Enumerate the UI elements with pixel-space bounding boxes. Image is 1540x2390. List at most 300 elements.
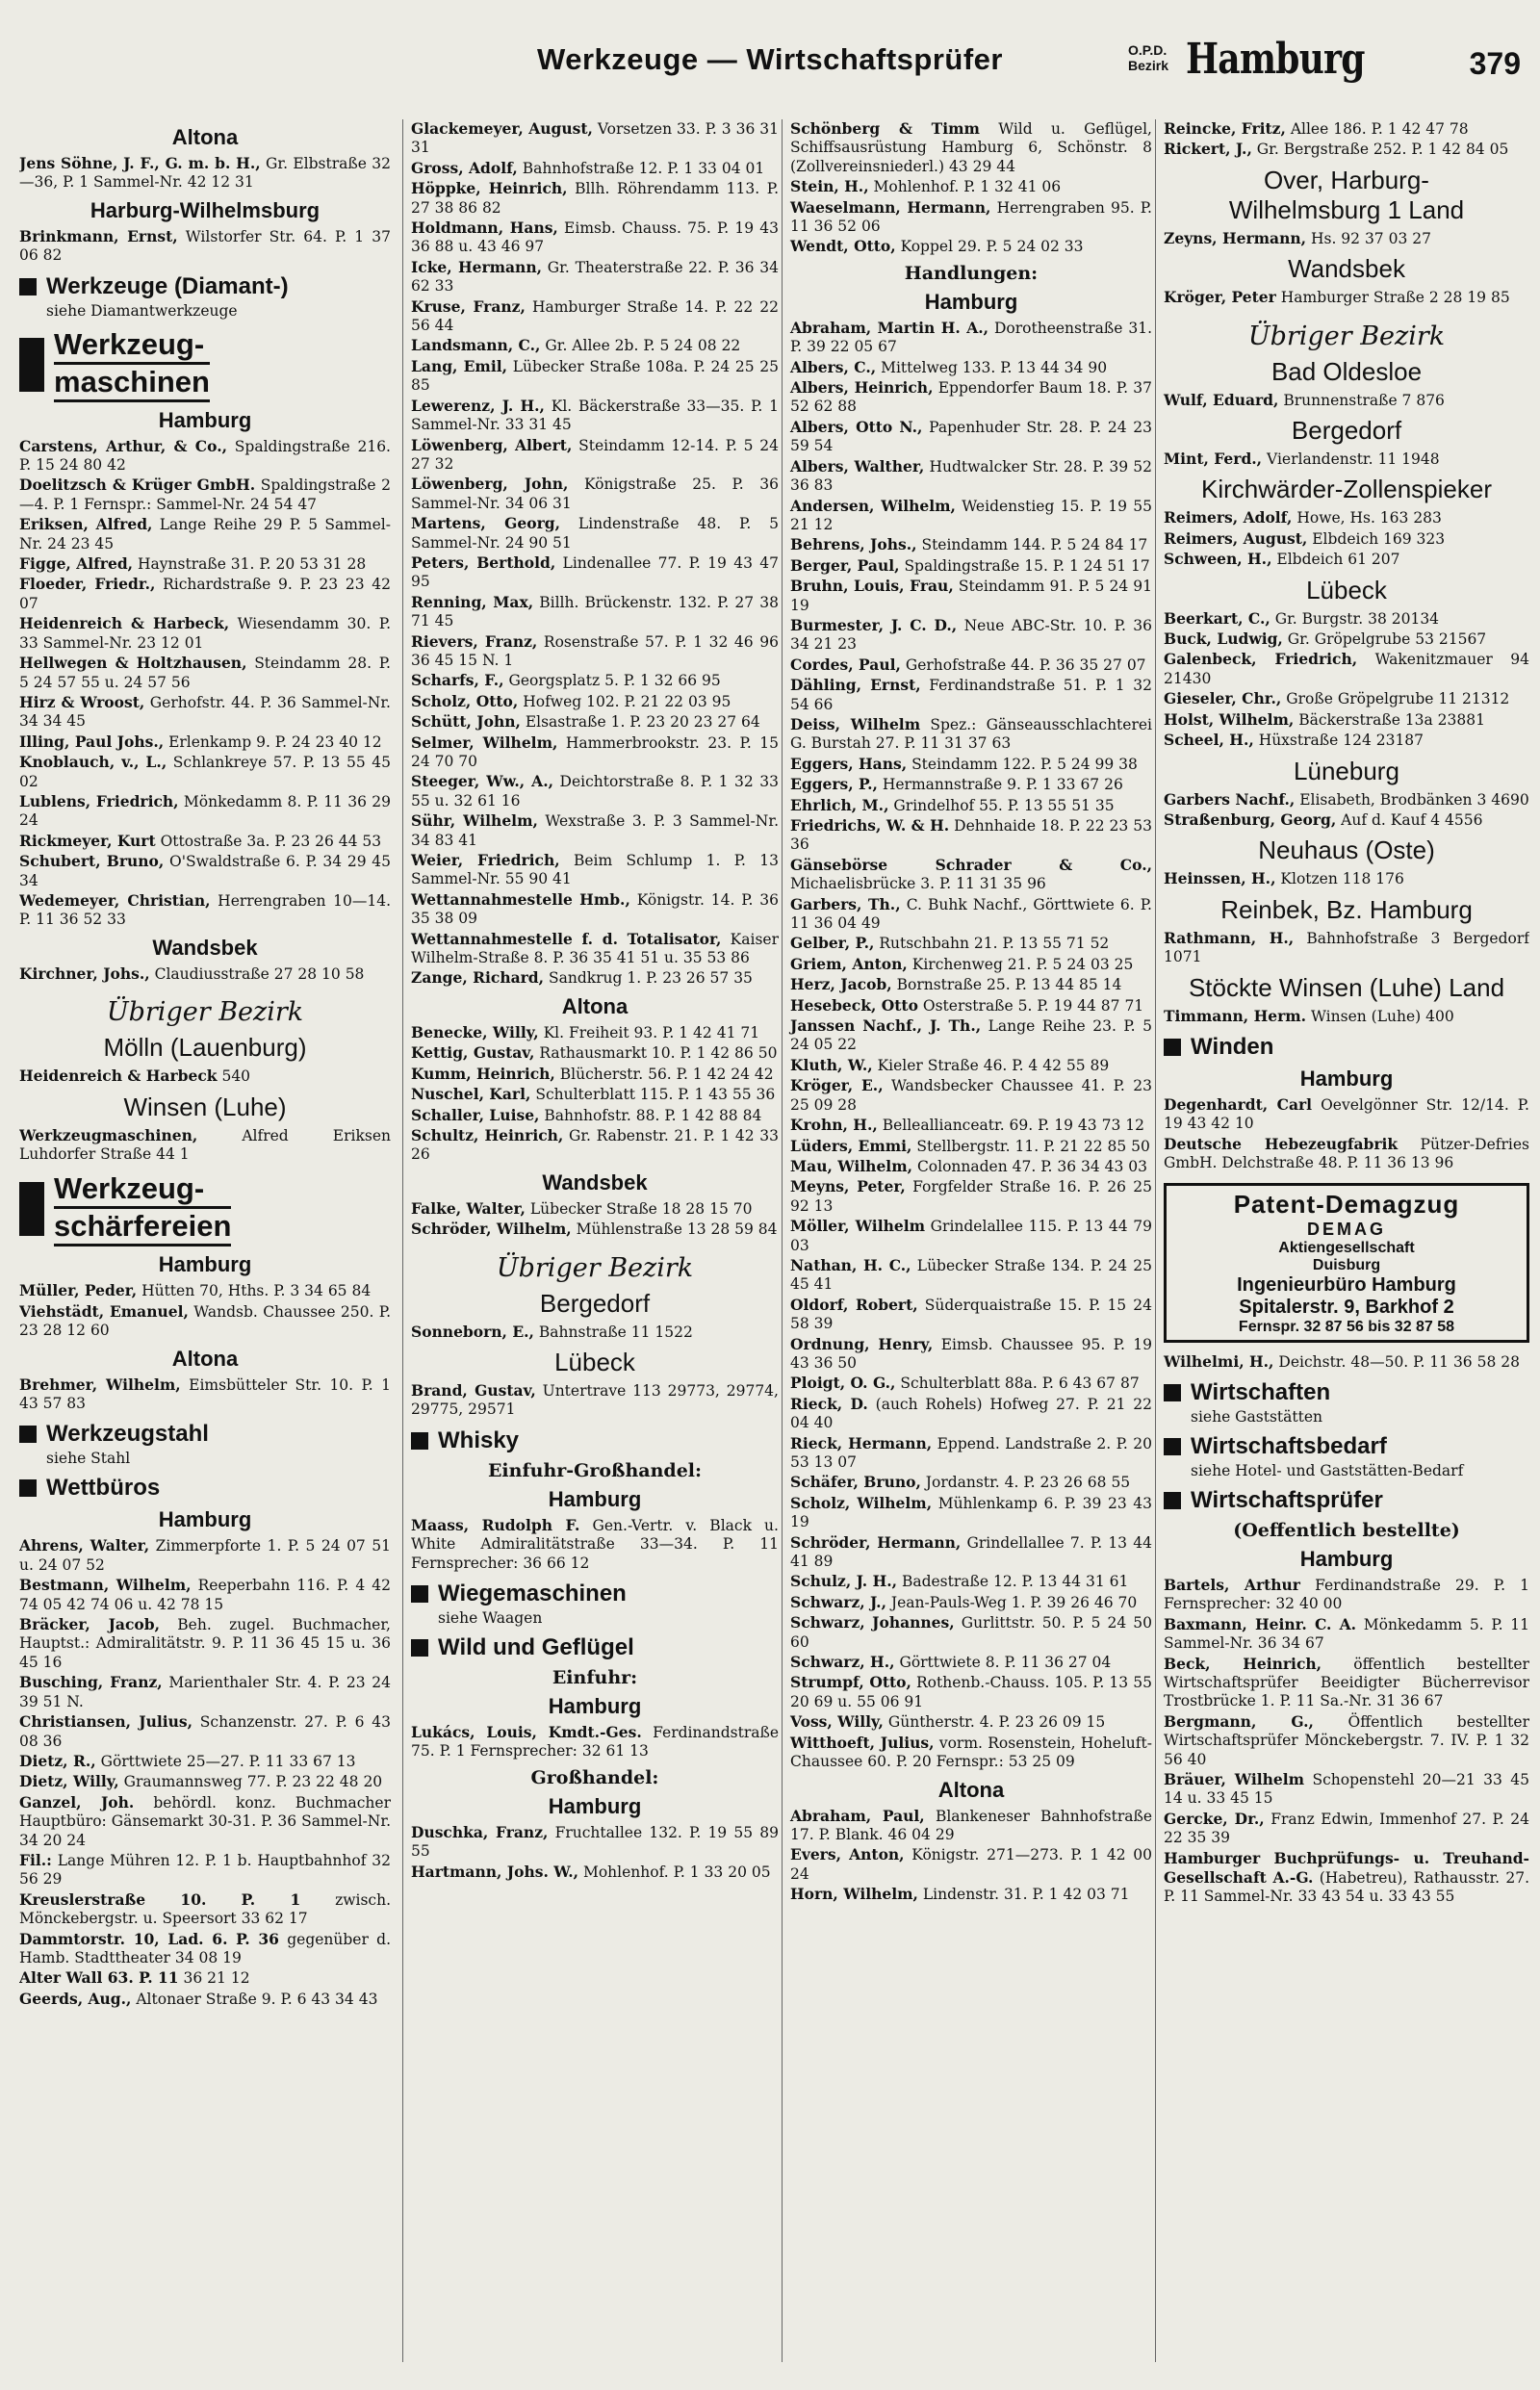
listing-details: Osterstraße 5. P. 19 44 87 71: [922, 996, 1144, 1015]
listing-details: Große Gröpelgrube 11 21312: [1286, 690, 1510, 708]
listing-name: Behrens, Johs.,: [790, 535, 917, 554]
listing-details: Königstraße 25. P. 36 Sammel-Nr. 34 06 31: [411, 475, 779, 512]
listing-name: Schwarz, J.,: [790, 1592, 886, 1611]
listing-details: Spez.: Gänseausschlachterei G. Burstah 27. P. 11 31 37 63: [790, 715, 1152, 753]
place-heading-line: Wilhelmsburg 1 Land: [1228, 194, 1465, 224]
listing-name: Herz, Jacob,: [790, 975, 892, 994]
listing-name: Renning, Max,: [411, 592, 534, 611]
listing-name: Ehrlich, M.,: [790, 795, 889, 814]
listing-details: Kl. Bäckerstraße 33—35. P. 1 Sammel-Nr. 33 31 45: [411, 397, 779, 434]
listing-entry: [19, 515, 391, 553]
listing-entry: [19, 1752, 391, 1771]
listing-name: Bruhn, Louis, Frau,: [790, 577, 954, 596]
place-heading: Wandsbek: [152, 935, 258, 960]
listing-name: Icke, Hermann,: [411, 257, 542, 276]
opd-text: O.P.D.: [1128, 42, 1168, 58]
listing-name: Burmester, J. C. D.,: [790, 615, 958, 634]
listing-entry: [19, 475, 391, 514]
section-label: Wirtschaftsprüfer: [1191, 1486, 1383, 1513]
listing-entry: [411, 851, 779, 889]
listing-entry: [1164, 1655, 1529, 1711]
listing-name: Bräcker, Jacob,: [19, 1615, 160, 1634]
listing-entry: [411, 1823, 779, 1862]
listing-entry: [411, 1126, 779, 1165]
listing-name: Evers, Anton,: [790, 1845, 905, 1864]
see-reference: siehe Gaststätten: [1191, 1407, 1323, 1426]
ad-address: Spitalerstr. 9, Barkhof 2: [1239, 1296, 1454, 1318]
place-heading-line: Stöckte Winsen (Luhe) Land: [1188, 972, 1505, 1002]
listing-name: Schütt, John,: [411, 712, 521, 732]
listing-details: Lange Mühren 12. P. 1 b. Hauptbahnhof 32 56 29: [19, 1851, 391, 1889]
place-heading: Hamburg: [548, 1693, 642, 1718]
listing-details: Spaldingstraße 216. P. 15 24 80 42: [19, 437, 391, 475]
section-marker-icon: [19, 278, 37, 296]
listing-entry: [790, 975, 1152, 994]
listing-details: Jordanstr. 4. P. 23 26 68 55: [925, 1474, 1131, 1492]
listing-name: Löwenberg, Albert,: [411, 435, 573, 454]
listing-entry: [790, 237, 1152, 256]
listing-entry: [411, 733, 779, 772]
listing-entry: [790, 378, 1152, 417]
listing-entry: [19, 1990, 391, 2009]
listing-entry: [790, 676, 1152, 714]
listing-name: Martens, Georg,: [411, 514, 560, 533]
listing-entry: [790, 1572, 1152, 1591]
listing-entry: [411, 671, 779, 690]
listing-name: Lukács, Louis, Kmdt.-Ges.: [411, 1722, 642, 1741]
listing-details: Steindamm 91. P. 5 24 91 19: [790, 578, 1152, 614]
listing-name: Bartels, Arthur: [1164, 1575, 1300, 1594]
listing-entry: [19, 1615, 391, 1672]
listing-name: Beerkart, C.,: [1164, 608, 1270, 628]
listing-name: Gross, Adolf,: [411, 158, 518, 177]
listing-name: Waeselmann, Hermann,: [790, 197, 991, 217]
listing-name: Maass, Rudolph F.: [411, 1515, 580, 1534]
listing-details: Gr. Rabenstr. 21. P. 1 42 33 26: [411, 1126, 779, 1164]
listing-details: Winsen (Luhe) 400: [1311, 1007, 1454, 1025]
listing-entry: [790, 1494, 1152, 1532]
listing-details: Lange Reihe 23. P. 5 24 05 22: [790, 1017, 1152, 1054]
section-label: Wirtschaftsbedarf: [1191, 1432, 1387, 1459]
listing-entry: [411, 436, 779, 475]
bezirk-text: Bezirk: [1128, 58, 1169, 73]
listing-entry: [19, 832, 391, 851]
listing-details: Gr. Theaterstraße 22. P. 36 34 62 33: [411, 258, 779, 296]
listing-name: Meyns, Peter,: [790, 1177, 906, 1196]
listing-details: Lindenallee 77. P. 19 43 47 95: [411, 553, 779, 591]
listing-entry: [790, 556, 1152, 576]
listing-name: Jens Söhne, J. F., G. m. b. H.,: [19, 154, 261, 172]
section-heading: [19, 1475, 391, 1502]
listing-details: Schanzenstr. 27. P. 6 43 08 36: [19, 1713, 391, 1750]
section-label: Werkzeugstahl: [46, 1421, 209, 1448]
district-heading: Übriger Bezirk: [496, 1252, 694, 1283]
listing-entry: [411, 890, 779, 929]
listing-entry: [790, 895, 1152, 934]
ad-title: Patent-Demagzug: [1233, 1189, 1460, 1219]
listing-name: Werkzeugmaschinen,: [19, 1125, 198, 1144]
listing-details: Gen.-Vertr. v. Black u. White Admiralitätstraße 33—34. P. 11 Fernsprecher: 36 66 12: [411, 1516, 779, 1572]
place-heading: Wandsbek: [542, 1169, 648, 1195]
listing-details: Herrengraben 10—14. P. 11 36 52 33: [19, 891, 391, 929]
listing-details: Kl. Freiheit 93. P. 1 42 41 71: [543, 1023, 760, 1041]
section-marker-icon: [19, 1182, 44, 1236]
listing-details: Hüxstraße 124 23187: [1258, 732, 1424, 750]
listing-details: Bahnhofstraße 3 Bergedorf 1071: [1164, 929, 1529, 966]
listing-name: Gelber, P.,: [790, 934, 875, 953]
directory-page: [19, 13, 1529, 2362]
listing-details: Lübecker Straße 18 28 15 70: [529, 1199, 753, 1218]
listing-entry: [19, 964, 391, 984]
listing-entry: [19, 1968, 391, 1988]
listing-name: Rathmann, H.,: [1164, 928, 1295, 947]
page-number: 379: [1469, 46, 1521, 81]
place-heading: [411, 1348, 779, 1377]
listing-entry: [1164, 508, 1529, 527]
section-heading: [19, 1171, 391, 1246]
listing-entry: [790, 775, 1152, 794]
listing-entry: [411, 159, 779, 178]
listing-details: Gr. Gröpelgrube 53 21567: [1287, 630, 1487, 649]
listing-name: Bergmann, G.,: [1164, 1711, 1314, 1731]
listing-name: Kirchner, Johs.,: [19, 964, 150, 983]
listing-details: Dorotheenstraße 31. P. 39 22 05 67: [790, 319, 1152, 356]
listing-name: Viehstädt, Emanuel,: [19, 1301, 189, 1321]
listing-details: Rosenstraße 57. P. 1 32 46 96 36 45 15 N. 1: [411, 632, 779, 669]
listing-name: Hamburger Buchprüfungs- u. Treuhand-Gesellschaft A.-G.: [1164, 1848, 1529, 1888]
listing-entry: [1164, 1810, 1529, 1848]
listing-entry: [411, 336, 779, 355]
listing-entry: [790, 1177, 1152, 1216]
listing-entry: [790, 418, 1152, 456]
place-heading: [1164, 835, 1529, 865]
listing-entry: [1164, 1615, 1529, 1654]
listing-entry: [19, 554, 391, 574]
listing-entry: [19, 1851, 391, 1889]
listing-details: Reeperbahn 116. P. 4 42 74 05 42 74 06 u. 42 78 15: [19, 1577, 391, 1613]
listing-name: Schäfer, Bruno,: [790, 1473, 921, 1492]
section-marker-icon: [1164, 1438, 1181, 1455]
listing-details: Erlenkamp 9. P. 24 23 40 12: [168, 732, 382, 751]
listing-name: Brehmer, Wilhelm,: [19, 1375, 181, 1394]
place-heading: [1164, 475, 1529, 504]
place-heading: Hamburg: [924, 289, 1018, 314]
subsection-heading: Einfuhr-Großhandel:: [487, 1459, 703, 1481]
listing-details: 36 21 12: [183, 1969, 250, 1988]
listing-entry: [411, 772, 779, 810]
listing-entry: [790, 996, 1152, 1015]
listing-details: Dehnhaide 18. P. 22 23 53 36: [790, 817, 1152, 854]
listing-name: Rieck, Hermann,: [790, 1433, 933, 1452]
listing-name: Christiansen, Julius,: [19, 1712, 193, 1732]
listing-name: Löwenberg, John,: [411, 475, 569, 494]
listing-details: Beim Schlump 1. P. 13 Sammel-Nr. 55 90 41: [411, 852, 779, 888]
listing-details: Görttwiete 8. P. 11 36 27 04: [899, 1654, 1112, 1672]
ad-phone: Fernspr. 32 87 56 bis 32 87 58: [1238, 1318, 1455, 1335]
place-heading: Altona: [171, 1346, 239, 1371]
column-1: [19, 119, 391, 2362]
listing-details: Elisabeth, Brodbänken 3 4690: [1299, 790, 1529, 809]
listing-entry: [411, 1085, 779, 1104]
listing-name: Scheel, H.,: [1164, 731, 1254, 750]
listing-details: Claudiusstraße 27 28 10 58: [154, 964, 365, 983]
listing-entry: [411, 1043, 779, 1063]
place-heading: Hamburg: [548, 1793, 642, 1818]
listing-details: Bahnhofstraße 12. P. 1 33 04 01: [522, 159, 765, 177]
listing-entry: [790, 1076, 1152, 1115]
listing-details: Graumannsweg 77. P. 23 22 48 20: [123, 1773, 383, 1791]
listing-name: Duschka, Franz,: [411, 1822, 549, 1841]
place-heading-line: Lübeck: [1306, 575, 1387, 604]
listing-details: Mittelweg 133. P. 13 44 34 90: [881, 358, 1108, 376]
listing-details: Billh. Brückenstr. 132. P. 27 38 71 45: [411, 593, 779, 630]
listing-name: Kumm, Heinrich,: [411, 1064, 555, 1083]
listing-name: Ploigt, O. G.,: [790, 1374, 896, 1393]
listing-details: Vierlandenstr. 11 1948: [1267, 450, 1440, 469]
listing-details: gegenüber d. Hamb. Stadttheater 34 08 19: [19, 1930, 391, 1966]
section-marker-icon: [1164, 1492, 1181, 1509]
listing-entry: [19, 1930, 391, 1968]
place-heading: [1164, 166, 1529, 225]
listing-entry: [411, 811, 779, 850]
section-heading: [19, 273, 391, 300]
listing-name: Galenbeck, Friedrich,: [1164, 650, 1358, 669]
listing-details: Lindenstraße 48. P. 5 Sammel-Nr. 24 90 51: [411, 515, 779, 552]
listing-entry: [19, 654, 391, 692]
listing-name: Abraham, Martin H. A.,: [790, 318, 989, 337]
listing-name: Reimers, Adolf,: [1164, 508, 1293, 527]
listing-entry: [411, 712, 779, 732]
listing-details: Brunnenstraße 7 876: [1283, 391, 1445, 409]
listing-name: Holdmann, Hans,: [411, 218, 558, 238]
listing-details: Bahnhofstr. 88. P. 1 42 88 84: [544, 1106, 762, 1124]
listing-details: Gr. Elbstraße 32—36, P. 1 Sammel-Nr. 42 12 31: [19, 155, 391, 192]
advertisement-box: [1164, 1183, 1529, 1343]
listing-name: Möller, Wilhelm: [790, 1217, 926, 1236]
listing-entry: [411, 1220, 779, 1239]
listing-details: Marienthaler Str. 4. P. 23 24 39 51 N.: [19, 1674, 391, 1710]
listing-entry: [1164, 229, 1529, 248]
listing-entry: [790, 616, 1152, 655]
place-heading-line: Kirchwärder-Zollenspieker: [1201, 475, 1492, 504]
listing-name: Kröger, E.,: [790, 1076, 884, 1095]
listing-entry: [790, 1016, 1152, 1055]
listing-name: Kluth, W.,: [790, 1055, 873, 1074]
listing-name: Sonneborn, E.,: [411, 1322, 534, 1341]
listing-entry: [790, 955, 1152, 974]
place-heading: [1164, 416, 1529, 446]
listing-name: Glackemeyer, August,: [411, 119, 593, 138]
listing-name: Hirz & Wroost,: [19, 692, 145, 711]
listing-details: Blücherstr. 56. P. 1 42 24 42: [559, 1065, 774, 1083]
place-heading-line: Bergedorf: [539, 1288, 651, 1318]
listing-details: Bahnstraße 11 1522: [538, 1323, 693, 1341]
listing-name: Dietz, R.,: [19, 1751, 96, 1770]
listing-name: Deutsche Hebezeugfabrik: [1164, 1134, 1399, 1153]
listing-name: Gercke, Dr.,: [1164, 1809, 1265, 1828]
listing-entry: [790, 715, 1152, 754]
listing-name: Benecke, Willy,: [411, 1022, 539, 1041]
section-marker-icon: [411, 1432, 428, 1450]
listing-name: Zange, Richard,: [411, 968, 545, 988]
listing-entry: [790, 1712, 1152, 1732]
listing-details: Schlankreye 57. P. 13 55 45 02: [19, 754, 391, 790]
listing-name: Krohn, H.,: [790, 1116, 878, 1135]
listing-details: Mühlenstraße 13 28 59 84: [576, 1221, 778, 1239]
listing-entry: [19, 1673, 391, 1711]
place-heading: Altona: [561, 993, 629, 1018]
listing-name: Schultz, Heinrich,: [411, 1125, 564, 1144]
listing-details: behördl. konz. Buchmacher Hauptbüro: Gänsemarkt 30-31. P. 36 Sammel-Nr. 34 20 24: [19, 1793, 391, 1849]
listing-details: Wiesendamm 30. P. 33 Sammel-Nr. 23 12 01: [19, 615, 391, 652]
listing-name: Schulz, J. H.,: [790, 1572, 898, 1591]
listing-details: Königstr. 271—273. P. 1 42 00 24: [790, 1846, 1152, 1883]
listing-entry: [1164, 391, 1529, 410]
listing-name: Geerds, Aug.,: [19, 1989, 132, 2008]
listing-details: Belleallianceatr. 69. P. 19 43 73 12: [882, 1117, 1144, 1135]
listing-entry: [790, 816, 1152, 855]
listing-name: Horn, Wilhelm,: [790, 1885, 918, 1904]
listing-details: Auf d. Kauf 4 4556: [1341, 810, 1483, 829]
place-heading: Hamburg: [158, 1252, 252, 1277]
listing-details: Görttwiete 25—27. P. 11 33 67 13: [100, 1752, 356, 1770]
listing-entry: [790, 1374, 1152, 1393]
listing-entry: [1164, 1770, 1529, 1809]
opd-label: [1128, 42, 1168, 73]
listing-name: Eggers, P.,: [790, 775, 878, 794]
section-marker-icon: [1164, 1384, 1181, 1401]
listing-entry: [790, 1653, 1152, 1672]
listing-entry: [411, 968, 779, 988]
listing-entry: [411, 1381, 779, 1420]
listing-name: Griem, Anton,: [790, 954, 908, 973]
listing-entry: [1164, 550, 1529, 569]
listing-details: Rothenb.-Chauss. 105. P. 13 55 20 69 u. 55 06 91: [790, 1674, 1152, 1710]
section-label: Wirtschaften: [1191, 1378, 1331, 1405]
place-heading: Hamburg: [158, 407, 252, 432]
listing-name: Witthoeft, Julius,: [790, 1733, 935, 1752]
listing-name: Zeyns, Hermann,: [1164, 228, 1307, 247]
listing-details: Hofweg 102. P. 21 22 03 95: [523, 692, 732, 710]
listing-name: Schween, H.,: [1164, 550, 1272, 569]
listing-details: Hamburger Straße 14. P. 22 22 56 44: [411, 297, 779, 335]
listing-name: Höppke, Heinrich,: [411, 179, 568, 198]
listing-entry: [19, 753, 391, 791]
listing-details: Wilstorfer Str. 64. P. 1 37 06 82: [19, 227, 391, 265]
listing-details: Mohlenhof. P. 1 32 41 06: [873, 178, 1062, 196]
listing-name: Wedemeyer, Christian,: [19, 890, 211, 910]
section-heading: [19, 327, 391, 402]
listing-entry: [790, 457, 1152, 496]
section-heading: [411, 1580, 779, 1607]
listing-details: Gr. Bergstraße 252. P. 1 42 84 05: [1256, 141, 1509, 159]
section-marker-icon: [19, 1426, 37, 1443]
listing-entry: [411, 1065, 779, 1084]
listing-name: Ahrens, Walter,: [19, 1536, 150, 1555]
listing-entry: [1164, 790, 1529, 810]
subsection-heading: Einfuhr:: [552, 1666, 638, 1688]
listing-name: Rievers, Franz,: [411, 631, 538, 651]
district-heading: Übriger Bezirk: [1247, 321, 1446, 351]
listing-details: 540: [221, 1067, 251, 1086]
listing-name: Fil.:: [19, 1850, 52, 1869]
listing-name: Reincke, Fritz,: [1164, 119, 1286, 138]
place-heading: Hamburg: [1299, 1066, 1394, 1091]
listing-entry: [1164, 929, 1529, 967]
place-heading: Hamburg: [1299, 1546, 1394, 1571]
listing-entry: [1164, 869, 1529, 888]
listing-details: Lange Reihe 29 P. 5 Sammel-Nr. 24 23 45: [19, 516, 391, 553]
listing-name: Busching, Franz,: [19, 1673, 163, 1692]
listing-entry: [19, 1067, 391, 1086]
place-heading-line: Lübeck: [554, 1347, 635, 1376]
listing-details: Steindamm 12-14. P. 5 24 27 32: [411, 436, 779, 473]
listing-details: Ferdinandstraße 51. P. 1 32 54 66: [790, 677, 1152, 713]
listing-entry: [411, 297, 779, 336]
section-marker-icon: [19, 338, 44, 392]
place-heading: [1164, 357, 1529, 387]
listing-entry: [790, 655, 1152, 675]
listing-name: Eggers, Hans,: [790, 754, 908, 773]
listing-details: Mühlenkamp 6. P. 39 23 43 19: [790, 1494, 1152, 1531]
listing-details: Blankeneser Bahnhofstraße 17. P. Blank. 46 04 29: [790, 1807, 1152, 1843]
listing-entry: [411, 1863, 779, 1882]
listing-entry: [19, 1536, 391, 1575]
listing-details: Weidenstieg 15. P. 19 55 21 12: [790, 497, 1152, 533]
listing-name: Oldorf, Robert,: [790, 1295, 918, 1314]
listing-entry: [1164, 1576, 1529, 1614]
listing-entry: [790, 934, 1152, 953]
section-marker-icon: [19, 1479, 37, 1497]
subsection-heading: (Oeffentlich bestellte): [1233, 1519, 1460, 1541]
listing-name: Steeger, Ww., A.,: [411, 772, 553, 791]
listing-details: Eppend. Landstraße 2. P. 20 53 13 07: [790, 1434, 1152, 1471]
place-heading: [1164, 576, 1529, 605]
listing-name: Sühr, Wilhelm,: [411, 811, 538, 831]
listing-details: öffentlich bestellter Wirtschaftsprüfer Beeidigter Bücherrevisor Trostbrücke 1. P. 11 Sa.-Nr. 31 36 67: [1164, 1655, 1529, 1710]
place-heading: Hamburg: [158, 1507, 252, 1532]
listing-details: Hammerbrookstr. 23. P. 15 24 70 70: [411, 733, 779, 770]
listing-name: Scholz, Otto,: [411, 691, 519, 710]
listing-details: Lübecker Straße 108a. P. 24 25 25 85: [411, 357, 779, 395]
listing-entry: [19, 1793, 391, 1850]
listing-entry: [19, 852, 391, 890]
listing-name: Schwarz, H.,: [790, 1653, 895, 1672]
listing-entry: [790, 1845, 1152, 1884]
listing-entry: [790, 358, 1152, 377]
listing-entry: [790, 1056, 1152, 1075]
listing-entry: [1164, 450, 1529, 469]
listing-details: Bäckerstraße 13a 23881: [1298, 710, 1485, 729]
listing-name: Degenhardt, Carl: [1164, 1094, 1313, 1114]
listing-name: Doelitzsch & Krüger GmbH.: [19, 475, 256, 495]
listing-name: Wulf, Eduard,: [1164, 390, 1279, 409]
listing-name: Abraham, Paul,: [790, 1806, 925, 1825]
listing-details: Grindellallee 7. P. 13 44 41 89: [790, 1533, 1152, 1571]
section-label-line: schärfereien: [54, 1209, 231, 1246]
listing-entry: [19, 1772, 391, 1791]
subsection-heading: Großhandel:: [530, 1766, 659, 1788]
listing-name: Nuschel, Karl,: [411, 1085, 531, 1104]
listing-name: Nathan, H. C.,: [790, 1255, 911, 1274]
listing-name: Albers, Walther,: [790, 456, 925, 475]
listing-entry: [790, 1734, 1152, 1772]
section-label: [54, 327, 210, 402]
listing-entry: [411, 119, 779, 158]
listing-details: Wandsbecker Chaussee 41. P. 23 25 09 28: [790, 1077, 1152, 1114]
listing-details: Lindenstr. 31. P. 1 42 03 71: [922, 1886, 1130, 1904]
listing-entry: [19, 575, 391, 613]
